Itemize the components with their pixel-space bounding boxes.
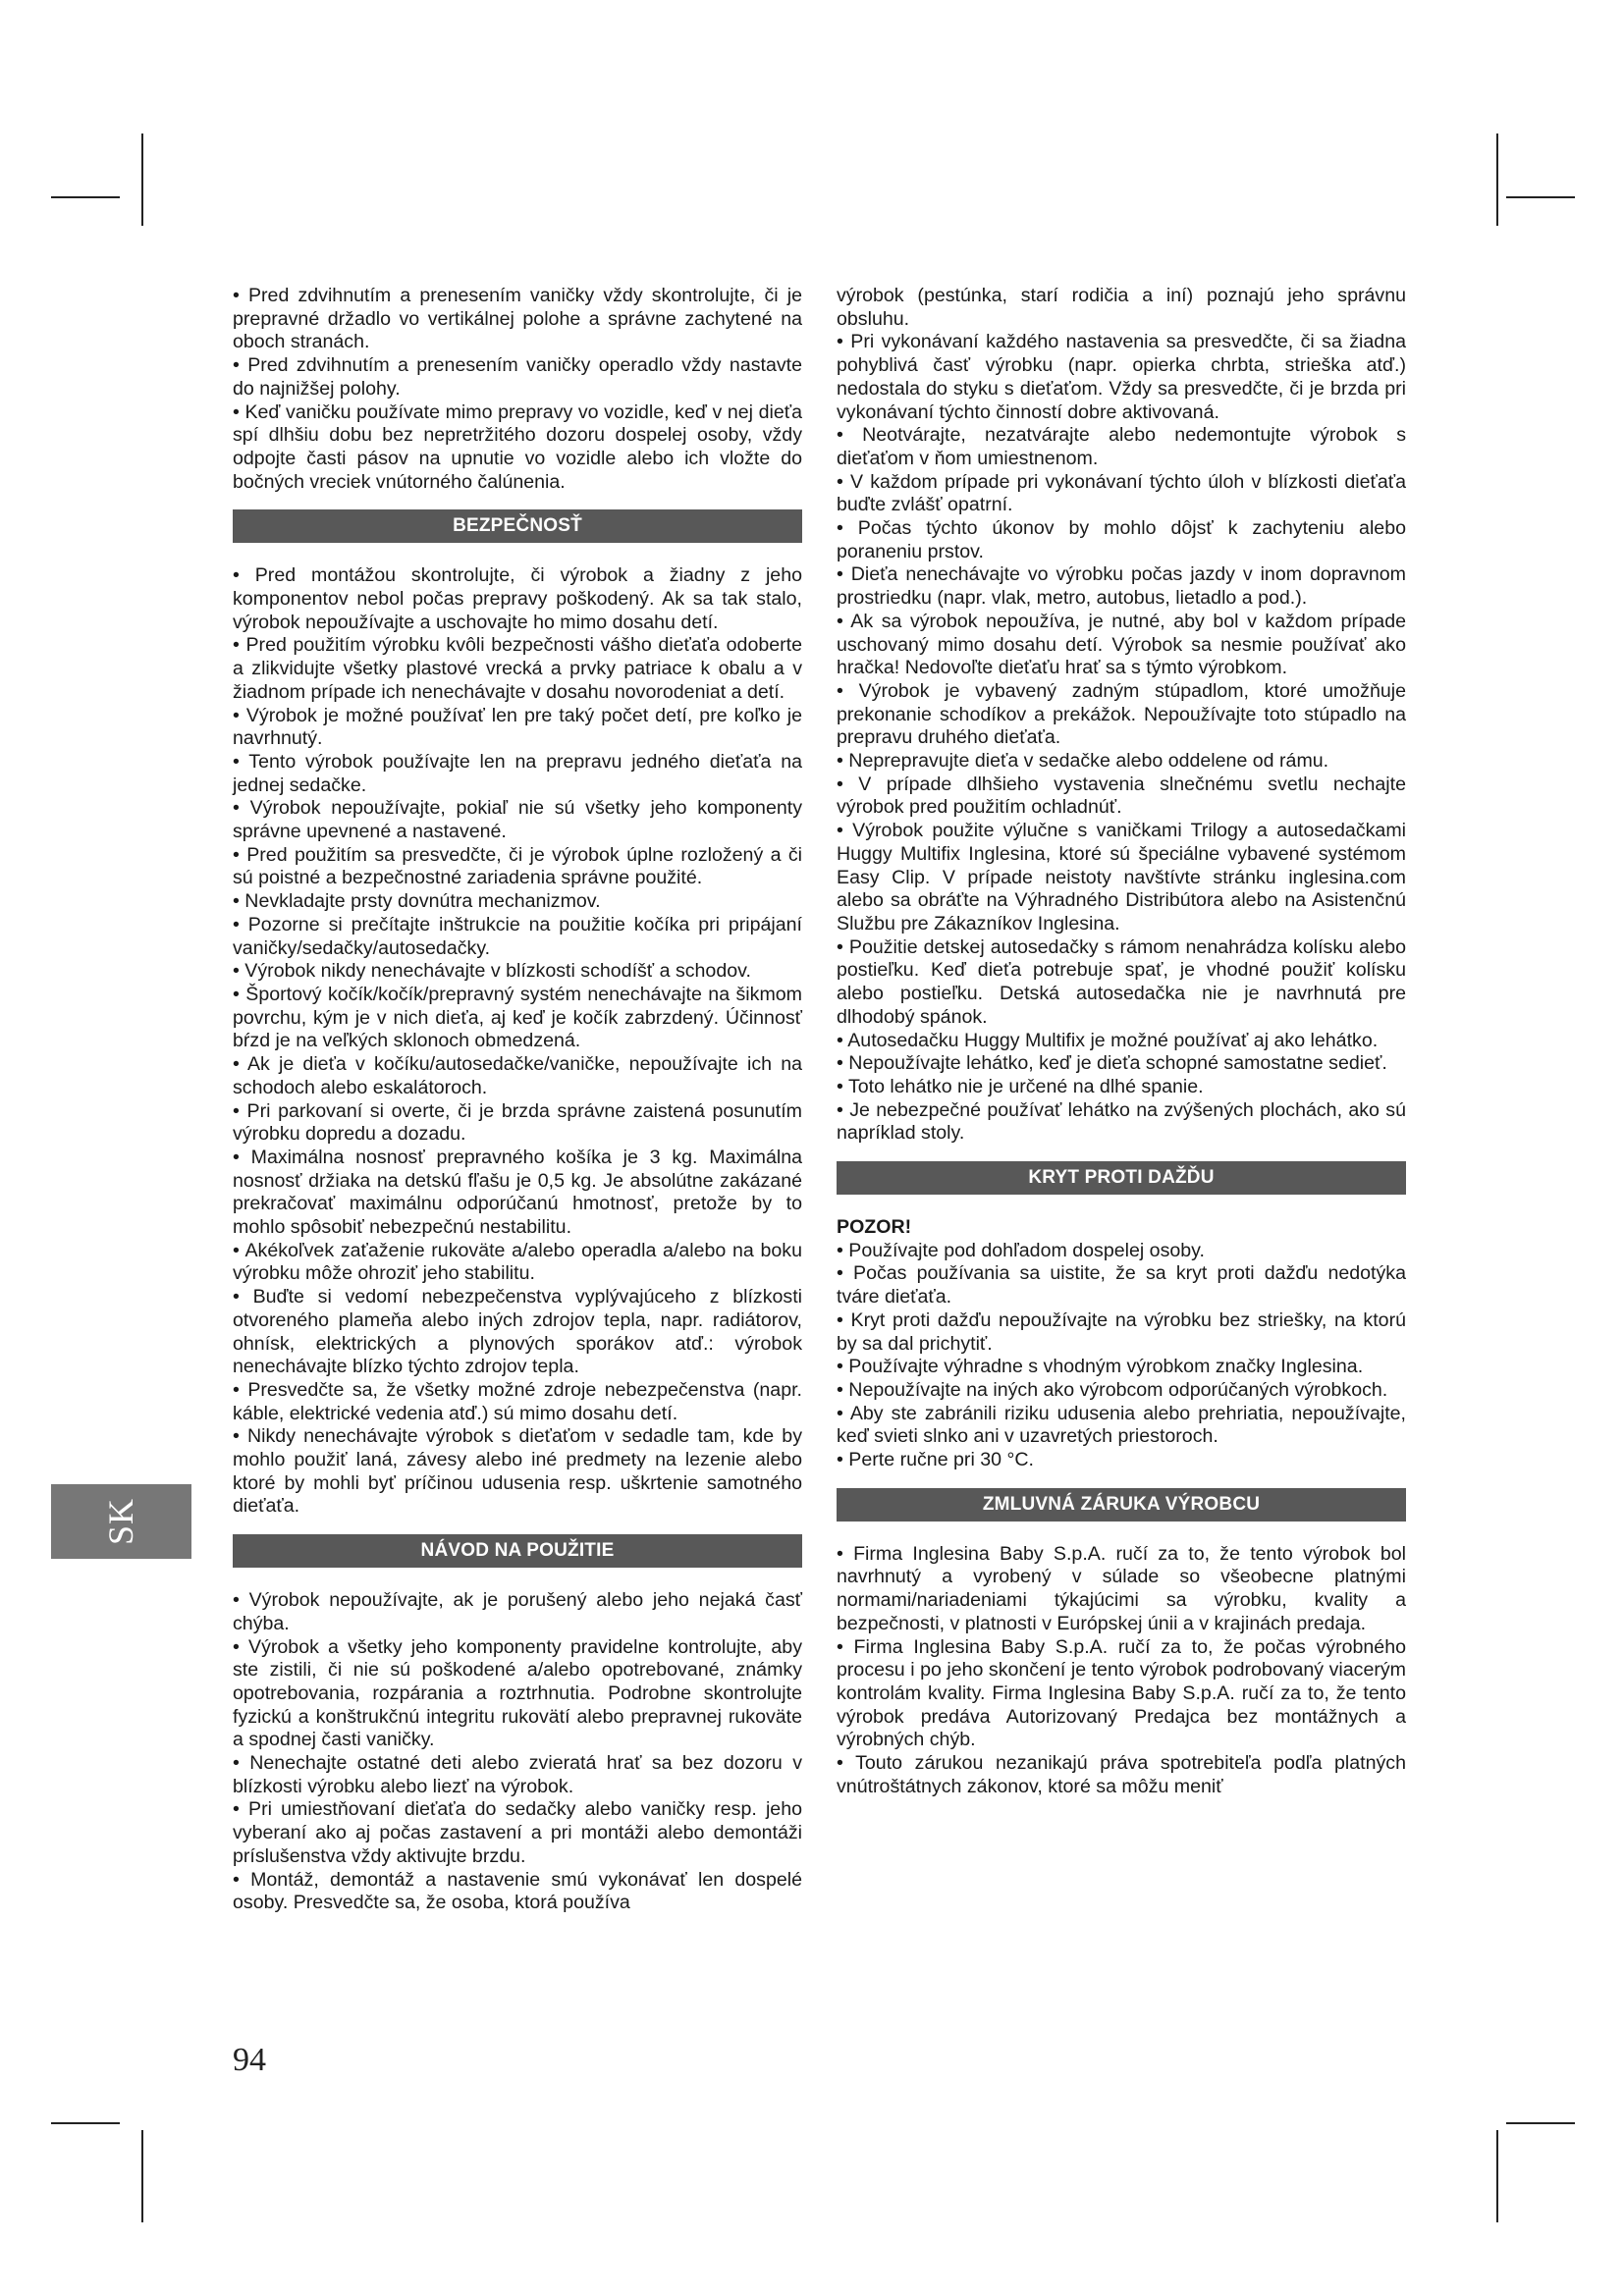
paragraph: • Je nebezpečné používať lehátko na zvýšených plochách, ako sú napríklad stoly. [837, 1098, 1406, 1145]
paragraph: • Buďte si vedomí nebezpečenstva vyplývajúceho z blízkosti otvoreného plameňa alebo iných zdrojov tepla, napr. radiátorov, ohnísk, elektrických a plynových sporákov atď.: výrobok nenechávajte blízko týchto zdrojov tepla. [233, 1286, 802, 1378]
paragraph: • Výrobok a všetky jeho komponenty pravidelne kontrolujte, aby ste zistili, či nie sú poškodené a/alebo opotrebované, známky opotrebovania, rozpárania a roztrhnutia. Podrobne skontrolujte fyzickú a konštrukčnú integritu rukovätí alebo prepravnej rukoväte a spodnej časti vaničky. [233, 1635, 802, 1751]
paragraph: • Toto lehátko nie je určené na dlhé spanie. [837, 1075, 1204, 1097]
paragraph: • Ak sa výrobok nepoužíva, je nutné, aby bol v každom prípade uschovaný mimo dosahu detí. Výrobok sa nesmie používať ako hračka! Nedovoľte dieťaťu hrať sa s týmto výrobkom. [837, 610, 1406, 679]
crop-mark [141, 2130, 143, 2222]
paragraph: • Počas používania sa uistite, že sa kryt proti dažďu nedotýka tváre dieťaťa. [837, 1262, 1406, 1308]
paragraph: • Výrobok je možné používať len pre taký počet detí, pre koľko je navrhnutý. [233, 704, 802, 750]
section-heading-bezpecnost: BEZPEČNOSŤ [233, 509, 802, 543]
paragraph: • Nenechajte ostatné deti alebo zvieratá hrať sa bez dozoru v blízkosti výrobku alebo liezť na výrobok. [233, 1752, 802, 1797]
paragraph: • Ak je dieťa v kočíku/autosedačke/vaničke, nepoužívajte ich na schodoch alebo eskalátoroch. [233, 1053, 802, 1098]
paragraph: • Maximálna nosnosť prepravného košíka je 3 kg. Maximálna nosnosť držiaka na detskú fľašu je 0,5 kg. Je absolútne zakázané prekračovať maximálnu odporúčanú hmotnosť, pretože by to mohlo spôsobiť nebezpečnú nestabilitu. [233, 1146, 802, 1239]
section-heading-zaruka: ZMLUVNÁ ZÁRUKA VÝROBCU [837, 1488, 1406, 1522]
crop-mark [51, 196, 120, 198]
crop-mark [1506, 196, 1575, 198]
paragraph: • Dieťa nenechávajte vo výrobku počas jazdy v inom dopravnom prostriedku (napr. vlak, metro, autobus, lietadlo a pod.). [837, 563, 1406, 610]
paragraph: • Pred použitím sa presvedčte, či je výrobok úplne rozložený a či sú poistné a bezpečnostné zariadenia správne použité. [233, 843, 802, 889]
paragraph: • Pri parkovaní si overte, či je brzda správne zaistená posunutím výrobku dopredu a dozadu. [233, 1099, 802, 1146]
paragraph: • Športový kočík/kočík/prepravný systém nenechávajte na šikmom povrchu, kým je v nich dieťa, aj keď je kočík zabrzdený. Účinnosť bŕzd je na veľkých sklonoch obmedzená. [233, 983, 802, 1052]
paragraph: • Výrobok nepoužívajte, ak je porušený alebo jeho nejaká časť chýba. [233, 1589, 802, 1634]
crop-mark [1496, 2130, 1498, 2222]
paragraph: • Pred zdvihnutím a prenesením vaničky vždy skontrolujte, či je prepravné držadlo vo vertikálnej polohe a správne zachytené na oboch stranách. [233, 285, 802, 353]
paragraph: • Použitie detskej autosedačky s rámom nenahrádza kolísku alebo postieľku. Keď dieťa potrebuje spať, je vhodné použiť kolísku alebo postieľku. Detská autosedačka nie je navrhnutá pre dlhodobý spánok. [837, 935, 1406, 1028]
paragraph: • Výrobok použite výlučne s vaničkami Trilogy a autosedačkami Huggy Multifix Inglesina, ktoré sú špeciálne vybavené systémom Easy Clip. V prípade neistoty navštívte stránku inglesina.com alebo sa obráťte na Výhradného Distribútora alebo na Asistenčnú Službu pre Zákazníkov Inglesina. [837, 820, 1406, 934]
paragraph: • Firma Inglesina Baby S.p.A. ručí za to, že tento výrobok bol navrhnutý a vyrobený v súlade so všeobecne platnými normami/nariadeniami týkajúcimi sa výrobku, kvality a bezpečnosti, v platnosti v Európskej únii a v krajinách predaja. [837, 1542, 1406, 1634]
language-tab [51, 1484, 191, 1559]
paragraph: • Nevkladajte prsty dovnútra mechanizmov. [233, 890, 601, 913]
paragraph: • Presvedčte sa, že všetky možné zdroje nebezpečenstva (napr. káble, elektrické vedenia atď.) sú mimo dosahu detí. [233, 1378, 802, 1424]
paragraph: • Výrobok nikdy nenechávajte v blízkosti schodíšť a schodov. [233, 960, 751, 983]
paragraph: • Firma Inglesina Baby S.p.A. ručí za to, že počas výrobného procesu i po jeho skončení je tento výrobok podrobovaný viacerým kontrolám kvality. Firma Inglesina Baby S.p.A. ručí za to, že tento výrobok predáva Autorizovaný Predajca bez montážnych a výrobných chýb. [837, 1635, 1406, 1751]
paragraph: • Keď vaničku používate mimo prepravy vo vozidle, keď v nej dieťa spí dlhšiu dobu bez nepretržitého dozoru dospelej osoby, vždy odpojte časti pásov na upnutie vo vozidle alebo ich vložte do bočných vreciek vnútorného čalúnenia. [233, 400, 802, 493]
crop-mark [1496, 133, 1498, 226]
paragraph: • Montáž, demontáž a nastavenie smú vykonávať len dospelé osoby. Presvedčte sa, že osoba, ktorá používa [233, 1868, 802, 1914]
paragraph: • Nepoužívajte na iných ako výrobcom odporúčaných výrobkoch. [837, 1378, 1388, 1401]
paragraph: • Používajte výhradne s vhodným výrobkom značky Inglesina. [837, 1356, 1364, 1378]
paragraph: • Perte ručne pri 30 °C. [837, 1449, 1034, 1471]
paragraph: • Pred zdvihnutím a prenesením vaničky operadlo vždy nastavte do najnižšej polohy. [233, 354, 802, 400]
paragraph: • Kryt proti dažďu nepoužívajte na výrobku bez striešky, na ktorú by sa dal prichytiť. [837, 1308, 1406, 1355]
section-heading-kryt: KRYT PROTI DAŽĎU [837, 1161, 1406, 1195]
paragraph: výrobok (pestúnka, starí rodičia a iní) poznajú jeho správnu obsluhu. [837, 285, 1406, 330]
left-column [233, 285, 802, 1915]
paragraph: • Pozorne si prečítajte inštrukcie na použitie kočíka pri pripájaní vaničky/sedačky/autosedačky. [233, 913, 802, 959]
paragraph: • Výrobok nepoužívajte, pokiaľ nie sú všetky jeho komponenty správne upevnené a nastavené. [233, 797, 802, 843]
paragraph: • V každom prípade pri vykonávaní týchto úloh v blízkosti dieťaťa buďte zvlášť opatrní. [837, 470, 1406, 516]
language-tab-label: SK [101, 1497, 141, 1546]
paragraph: • Aby ste zabránili riziku udusenia alebo prehriatia, nepoužívajte, keď svieti slnko ani v uzavretých priestoroch. [837, 1402, 1406, 1448]
paragraph: • Výrobok je vybavený zadným stúpadlom, ktoré umožňuje prekonanie schodíkov a prekážok. Nepoužívajte toto stúpadlo na prepravu druhého dieťaťa. [837, 679, 1406, 749]
paragraph: • Pred montážou skontrolujte, či výrobok a žiadny z jeho komponentov nebol počas prepravy poškodený. Ak sa tak stalo, výrobok nepoužívajte a uschovajte ho mimo dosahu detí. [233, 564, 802, 633]
paragraph: • Neprepravujte dieťa v sedačke alebo oddelene od rámu. [837, 750, 1329, 773]
paragraph: • Tento výrobok používajte len na prepravu jedného dieťaťa na jednej sedačke. [233, 750, 802, 796]
paragraph: • Pri umiestňovaní dieťaťa do sedačky alebo vaničky resp. jeho vyberaní ako aj počas zastavení a pri montáži alebo demontáži príslušenstva vždy aktivujte brzdu. [233, 1798, 802, 1867]
crop-mark [51, 2122, 120, 2124]
paragraph: • Používajte pod dohľadom dospelej osoby. [837, 1239, 1205, 1261]
paragraph: • Neotvárajte, nezatvárajte alebo nedemontujte výrobok s dieťaťom v ňom umiestnenom. [837, 424, 1406, 469]
paragraph: • Počas týchto úkonov by mohlo dôjsť k zachyteniu alebo poraneniu prstov. [837, 517, 1406, 562]
section-heading-navod: NÁVOD NA POUŽITIE [233, 1534, 802, 1568]
crop-mark [1506, 2122, 1575, 2124]
right-column [837, 285, 1406, 1798]
paragraph: • Touto zárukou nezanikajú práva spotrebiteľa podľa platných vnútroštátnych zákonov, ktoré sa môžu meniť [837, 1752, 1406, 1797]
paragraph: • Nikdy nenechávajte výrobok s dieťaťom v sedadle tam, kde by mohlo použiť laná, závesy alebo iné predmety na lezenie alebo ktoré by mohli byť príčinou udusenia resp. uškrtenie samotného dieťaťa. [233, 1425, 802, 1518]
paragraph: • Pred použitím výrobku kvôli bezpečnosti vášho dieťaťa odoberte a zlikvidujte všetky plastové vrecká a prvky patriace k obalu a v žiadnom prípade ich nenechávajte v dosahu novorodeniat a detí. [233, 634, 802, 703]
paragraph: • Akékoľvek zaťaženie rukoväte a/alebo operadla a/alebo na boku výrobku môže ohroziť jeho stabilitu. [233, 1239, 802, 1285]
paragraph: • Pri vykonávaní každého nastavenia sa presvedčte, či sa žiadna pohyblivá časť výrobku (napr. opierka chrbta, strieška atď.) nedostala do styku s dieťaťom. Vždy sa presvedčte, či je brzda pri vykonávaní týchto činností dobre aktivovaná. [837, 331, 1406, 423]
page-number: 94 [233, 2042, 266, 2078]
paragraph: • V prípade dlhšieho vystavenia slnečnému svetlu nechajte výrobok pred použitím ochladnúť. [837, 773, 1406, 819]
paragraph: • Nepoužívajte lehátko, keď je dieťa schopné samostatne sedieť. [837, 1052, 1387, 1075]
crop-mark [141, 133, 143, 226]
warning-subheading: POZOR! [837, 1216, 912, 1239]
paragraph: • Autosedačku Huggy Multifix je možné používať aj ako lehátko. [837, 1029, 1379, 1051]
